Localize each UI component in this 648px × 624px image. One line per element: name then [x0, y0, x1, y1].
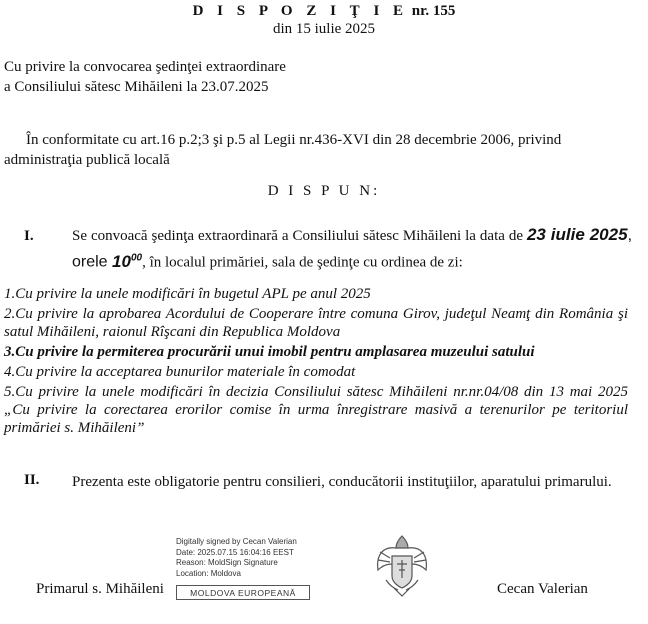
subject-line-1: Cu privire la convocarea şedinţei extraordinare	[4, 59, 286, 75]
agenda-list	[4, 285, 628, 439]
title-word: D I S P O Z I Ţ I E	[192, 3, 409, 19]
coat-of-arms-icon	[372, 530, 432, 600]
agenda-item-3: 3.Cu privire la permiterea procurării unui imobil pentru amplasarea muzeului satului	[4, 344, 535, 360]
digital-signature-line-4: Location: Moldova	[176, 568, 241, 578]
title-number: nr. 155	[411, 3, 456, 19]
intro-line-2: administraţia publică locală	[4, 152, 170, 168]
orele-label: , orele	[72, 227, 633, 271]
document-date: din 15 iulie 2025	[272, 21, 376, 37]
section-1-text-after: , în localul primăriei, sala de şedinţe cu ordinea de zi:	[142, 254, 463, 271]
mayor-label: Primarul s. Mihăileni	[36, 581, 164, 597]
signature-stamp: MOLDOVA EUROPEANĂ	[176, 585, 310, 600]
agenda-item-4: 4.Cu privire la acceptarea bunurilor materiale în comodat	[4, 364, 356, 380]
subject-block	[4, 57, 364, 97]
document-title	[0, 3, 648, 20]
dispun-heading: D I S P U N:	[267, 183, 381, 199]
section-1-number: I.	[24, 228, 34, 244]
meeting-hour	[112, 252, 142, 271]
meeting-minutes: 00	[130, 252, 143, 263]
digital-signature-line-3: Reason: MoldSign Signature	[176, 558, 278, 567]
digital-signature-line-2: Date: 2025.07.15 16:04:16 EEST	[176, 547, 294, 557]
meeting-hour-value: 10	[112, 251, 131, 271]
section-2-number: II.	[24, 472, 40, 488]
subject-line-2: a Consiliului sătesc Mihăileni la 23.07.2025	[4, 79, 269, 95]
agenda-item-1: 1.Cu privire la unele modificări în bugetul APL pe anul 2025	[4, 286, 371, 302]
intro-line-1: În conformitate cu art.16 p.2;3 şi p.5 al Legii nr.436-XVI din 28 decembrie 2006, privind	[26, 132, 562, 148]
agenda-item-5: 5.Cu privire la unele modificări în decizia Consiliului sătesc Mihăileni nr.nr.04/08 din 13 mai 2025 „Cu privire la corectarea erorilor comise în urma înregistrare masivă a terenurilor pe teritoriul primăriei s. Mihăileni”	[4, 384, 628, 436]
digital-signature-line-1: Digitally signed by Cecan Valerian	[176, 537, 297, 546]
section-1-text	[72, 224, 632, 274]
section-1-text-before: Se convoacă şedinţa extraordinară a Consiliului sătesc Mihăileni la data de	[72, 228, 527, 244]
digital-signature-block	[176, 537, 297, 579]
intro-paragraph	[4, 130, 628, 170]
meeting-date: 23 iulie 2025	[526, 225, 628, 244]
section-2-text: Prezenta este obligatorie pentru consilieri, conducătorii instituţiilor, aparatului primarului.	[72, 474, 612, 490]
mayor-name: Cecan Valerian	[497, 581, 588, 597]
agenda-item-2: 2.Cu privire la aprobarea Acordului de Cooperare între comuna Girov, judeţul Neamţ din România şi satul Mihăileni, raionul Rîşcani din Republica Moldova	[4, 306, 628, 340]
